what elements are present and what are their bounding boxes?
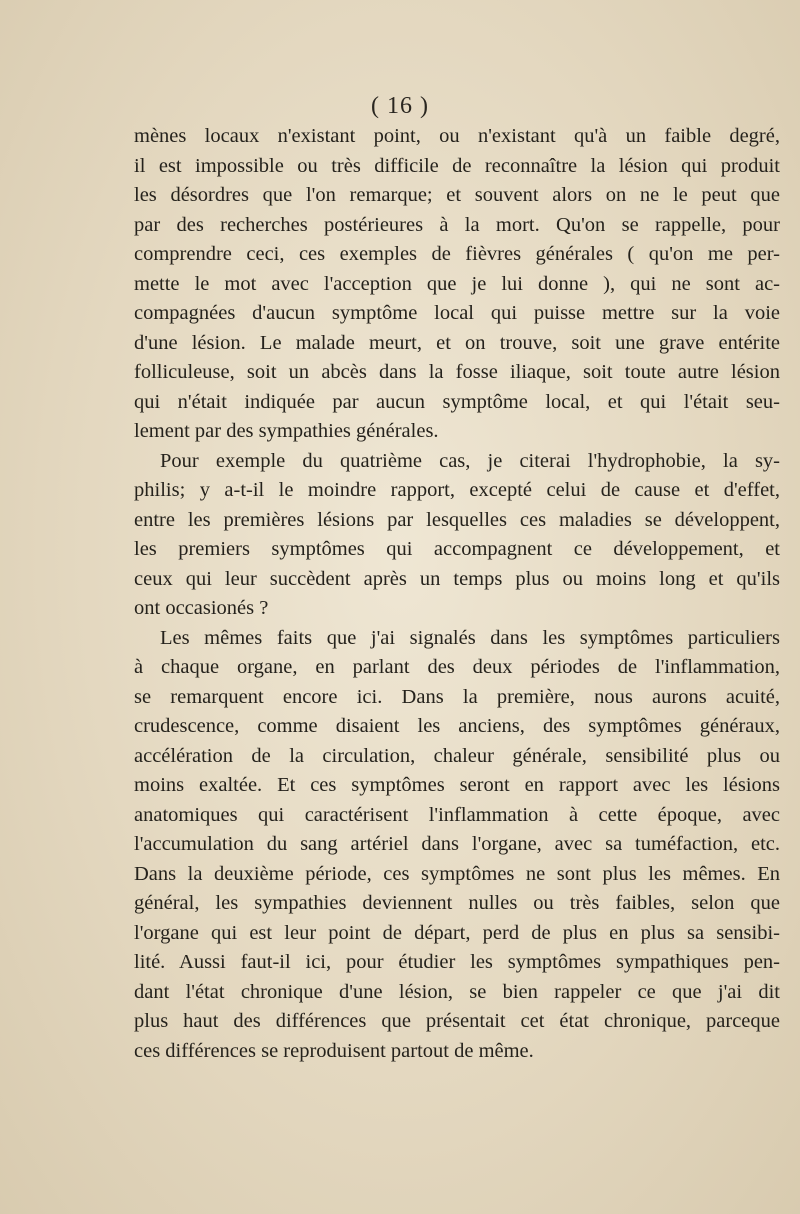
- text-line: lité. Aussi faut-il ici, pour étudier les symptômes sympathiques pen-: [134, 951, 780, 973]
- text-line: les désordres que l'on remarque; et souvent alors on ne le peut que: [134, 184, 780, 206]
- text-line: ont occasionés ?: [134, 597, 269, 619]
- text-line: lement par des sympathies générales.: [134, 420, 439, 442]
- text-line: d'une lésion. Le malade meurt, et on trouve, soit une grave entérite: [134, 331, 780, 354]
- text-line: ceux qui leur succèdent après un temps plus ou moins long et qu'ils: [134, 567, 780, 590]
- text-line: dant l'état chronique d'une lésion, se bien rappeler ce que j'ai dit: [134, 980, 780, 1003]
- body-text: [134, 122, 780, 1066]
- text-line: anatomiques qui caractérisent l'inflammation à cette époque, avec: [134, 803, 780, 826]
- text-line: philis; y a-t-il le moindre rapport, excepté celui de cause et d'effet,: [134, 479, 780, 501]
- text-line: se remarquent encore ici. Dans la première, nous aurons acuité,: [134, 685, 780, 708]
- text-line: moins exaltée. Et ces symptômes seront en rapport avec les lésions: [134, 774, 780, 796]
- text-line: les premiers symptômes qui accompagnent ce développement, et: [134, 538, 780, 560]
- text-line: l'accumulation du sang artériel dans l'organe, avec sa tuméfaction, etc.: [134, 833, 780, 855]
- text-line: à chaque organe, en parlant des deux périodes de l'inflammation,: [134, 656, 780, 678]
- text-line: plus haut des différences que présentait cet état chronique, parceque: [134, 1010, 780, 1032]
- text-line: ces différences se reproduisent partout de même.: [134, 1039, 534, 1062]
- paragraph-1: [134, 122, 780, 447]
- text-line: général, les sympathies deviennent nulles ou très faibles, selon que: [134, 892, 780, 914]
- text-line: Dans la deuxième période, ces symptômes ne sont plus les mêmes. En: [134, 862, 780, 885]
- text-line: accélération de la circulation, chaleur générale, sensibilité plus ou: [134, 744, 780, 767]
- text-line: Pour exemple du quatrième cas, je citerai l'hydrophobie, la sy-: [160, 449, 780, 472]
- text-line: entre les premières lésions par lesquelles ces maladies se développent,: [134, 508, 780, 531]
- text-line: compagnées d'aucun symptôme local qui puisse mettre sur la voie: [134, 302, 780, 324]
- text-line: mette le mot avec l'acception que je lui donne ), qui ne sont ac-: [134, 272, 780, 295]
- text-line: comprendre ceci, ces exemples de fièvres générales ( qu'on me per-: [134, 243, 780, 265]
- text-line: il est impossible ou très difficile de reconnaître la lésion qui produit: [134, 154, 780, 177]
- text-line: par des recherches postérieures à la mort. Qu'on se rappelle, pour: [134, 213, 780, 236]
- text-line: l'organe qui est leur point de départ, perd de plus en plus sa sensibi-: [134, 921, 780, 944]
- text-line: qui n'était indiquée par aucun symptôme local, et qui l'était seu-: [134, 390, 780, 413]
- paragraph-3: [134, 624, 780, 1067]
- text-line: mènes locaux n'existant point, ou n'existant qu'à un faible degré,: [134, 125, 780, 147]
- paragraph-2: [134, 447, 780, 624]
- text-line: Les mêmes faits que j'ai signalés dans les symptômes particuliers: [160, 626, 780, 649]
- page-number: ( 16 ): [371, 93, 429, 119]
- text-line: crudescence, comme disaient les anciens, des symptômes généraux,: [134, 715, 780, 737]
- text-line: folliculeuse, soit un abcès dans la fosse iliaque, soit toute autre lésion: [134, 361, 780, 383]
